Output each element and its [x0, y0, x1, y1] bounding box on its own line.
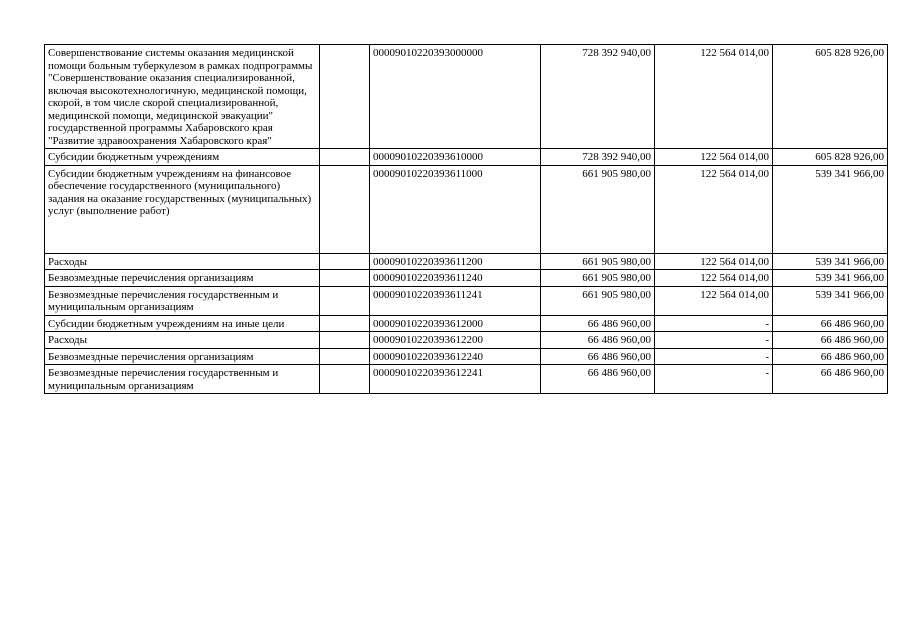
row-remaining: 66 486 960,00	[773, 332, 888, 349]
row-remaining: 605 828 926,00	[773, 149, 888, 166]
row-remaining: 539 341 966,00	[773, 165, 888, 253]
row-name: Совершенствование системы оказания медицинской помощи больным туберкулезом в рамках подпрограммы "Совершенствование оказания специализированной, включая высокотехнологичную, медицинской помощи, скорой, в том числе скорой специализированной, медицинской помощи, медицинской эвакуации" государственной программы Хабаровского края "Развитие здравоохранения Хабаровского края"	[45, 45, 320, 149]
row-name: Субсидии бюджетным учреждениям на финансовое обеспечение государственного (муниципального) задания на оказание государственных (муниципальных) услуг (выполнение работ)	[45, 165, 320, 253]
row-empty-cell	[320, 348, 370, 365]
row-name: Субсидии бюджетным учреждениям	[45, 149, 320, 166]
row-name: Безвозмездные перечисления государственным и муниципальным организациям	[45, 286, 320, 315]
table-row	[45, 286, 888, 315]
row-code: 00009010220393610000	[370, 149, 541, 166]
row-remaining: 539 341 966,00	[773, 270, 888, 287]
row-empty-cell	[320, 45, 370, 149]
row-remaining: 605 828 926,00	[773, 45, 888, 149]
row-empty-cell	[320, 365, 370, 394]
table-row	[45, 365, 888, 394]
row-empty-cell	[320, 149, 370, 166]
row-empty-cell	[320, 286, 370, 315]
row-code: 00009010220393611240	[370, 270, 541, 287]
row-empty-cell	[320, 253, 370, 270]
table-row	[45, 253, 888, 270]
row-approved: 66 486 960,00	[541, 348, 655, 365]
row-executed: 122 564 014,00	[655, 45, 773, 149]
row-executed: 122 564 014,00	[655, 149, 773, 166]
row-approved: 66 486 960,00	[541, 315, 655, 332]
row-executed: 122 564 014,00	[655, 270, 773, 287]
table-row	[45, 45, 888, 149]
row-remaining: 539 341 966,00	[773, 253, 888, 270]
row-approved: 728 392 940,00	[541, 45, 655, 149]
row-empty-cell	[320, 165, 370, 253]
row-name: Расходы	[45, 332, 320, 349]
row-approved: 661 905 980,00	[541, 253, 655, 270]
table-row	[45, 270, 888, 287]
row-approved: 661 905 980,00	[541, 165, 655, 253]
row-remaining: 539 341 966,00	[773, 286, 888, 315]
row-name: Субсидии бюджетным учреждениям на иные цели	[45, 315, 320, 332]
row-empty-cell	[320, 332, 370, 349]
table-row	[45, 348, 888, 365]
row-code: 00009010220393612200	[370, 332, 541, 349]
row-executed: -	[655, 315, 773, 332]
row-approved: 66 486 960,00	[541, 332, 655, 349]
row-name: Безвозмездные перечисления организациям	[45, 348, 320, 365]
row-code: 00009010220393612240	[370, 348, 541, 365]
row-remaining: 66 486 960,00	[773, 315, 888, 332]
row-executed: 122 564 014,00	[655, 253, 773, 270]
row-code: 00009010220393612000	[370, 315, 541, 332]
row-approved: 661 905 980,00	[541, 286, 655, 315]
row-name: Безвозмездные перечисления государственным и муниципальным организациям	[45, 365, 320, 394]
row-executed: 122 564 014,00	[655, 165, 773, 253]
table-row	[45, 315, 888, 332]
table-row	[45, 332, 888, 349]
row-remaining: 66 486 960,00	[773, 348, 888, 365]
row-code: 00009010220393611000	[370, 165, 541, 253]
row-executed: -	[655, 332, 773, 349]
row-executed: 122 564 014,00	[655, 286, 773, 315]
table-row	[45, 165, 888, 253]
row-empty-cell	[320, 270, 370, 287]
row-executed: -	[655, 365, 773, 394]
row-empty-cell	[320, 315, 370, 332]
row-approved: 66 486 960,00	[541, 365, 655, 394]
budget-table	[44, 44, 888, 394]
row-approved: 661 905 980,00	[541, 270, 655, 287]
row-approved: 728 392 940,00	[541, 149, 655, 166]
row-code: 00009010220393611241	[370, 286, 541, 315]
row-code: 00009010220393000000	[370, 45, 541, 149]
row-executed: -	[655, 348, 773, 365]
table-row	[45, 149, 888, 166]
row-name: Расходы	[45, 253, 320, 270]
row-code: 00009010220393612241	[370, 365, 541, 394]
row-code: 00009010220393611200	[370, 253, 541, 270]
row-remaining: 66 486 960,00	[773, 365, 888, 394]
row-name: Безвозмездные перечисления организациям	[45, 270, 320, 287]
